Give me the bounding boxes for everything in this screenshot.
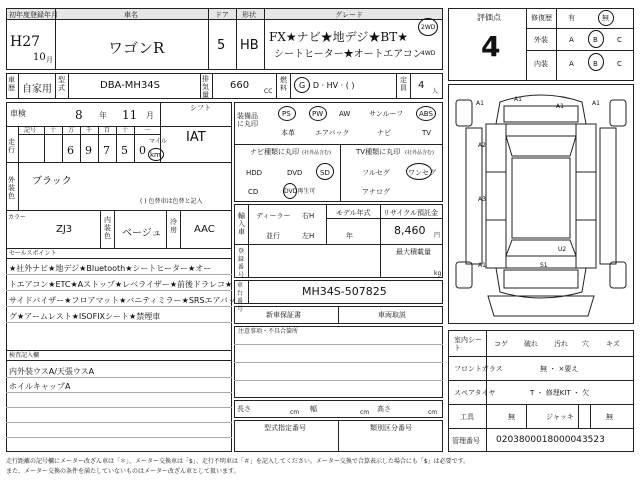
inspection-label: 車検: [10, 109, 26, 118]
mileage-digit-1: 6: [67, 144, 74, 157]
color-note: ( ) 色替車は色替と記入: [140, 198, 203, 205]
mileage-digit-4: 5: [121, 144, 128, 157]
seat-dirt: 汚れ: [554, 340, 568, 348]
glass-label: フロントガラス: [454, 365, 503, 373]
damage-a1-front-left: A1: [476, 100, 484, 107]
doors-value: 5: [217, 38, 226, 53]
sales-line-4: グ★アームレスト★ISOFIXシート★禁煙車: [9, 312, 161, 321]
length-cm: cm: [290, 409, 300, 416]
repair-yes: 有: [568, 14, 575, 22]
grade-line-2: シートヒーター★オートエアコン: [274, 49, 423, 60]
ac-value: AAC: [194, 224, 215, 235]
tire-front-right: [610, 100, 626, 126]
mileage-label: 走行: [8, 138, 15, 154]
mileage-digit-5: 0: [139, 144, 146, 157]
mgmt-label: 管理番号: [452, 437, 480, 445]
notes-label: 注意事項・不具合箇所: [238, 328, 299, 335]
navi-dvd-play: DVD再生可: [284, 188, 316, 195]
interior-color-value: ベージュ: [122, 228, 162, 239]
equip-navi: ナビ: [377, 129, 391, 137]
reg-month-unit: 月: [46, 56, 53, 64]
max-load-kg: kg: [434, 270, 442, 277]
interior-label: 内装: [534, 60, 548, 68]
exterior-c: C: [617, 36, 622, 44]
displacement-label: 排気量: [202, 75, 209, 99]
reg-year-value: H27: [10, 34, 41, 50]
manual-label: 車両取説: [378, 311, 406, 319]
tv-title: TV種類に丸印: [356, 148, 401, 156]
damage-a2: A2: [478, 142, 486, 149]
interior-a: A: [569, 60, 574, 68]
recycle-value: 8,460: [394, 224, 426, 237]
mileage-unit-3: 千: [86, 127, 93, 134]
car-diagram-svg: [448, 84, 634, 324]
shape-value: HB: [240, 38, 259, 53]
model-name-value: ワゴンR: [108, 39, 165, 57]
sales-line-1: ★社外ナビ★地デジ★Bluetooth★シートヒーター★オー: [9, 264, 212, 273]
reg-year-label: 初年度登録年月: [9, 11, 58, 19]
equip-abs: ABS: [419, 110, 433, 118]
width-cm: cm: [360, 409, 370, 416]
type-cert-label: 型式指定番号: [264, 424, 306, 432]
equip-pw: PW: [312, 110, 324, 118]
mileage-unit-6: 一: [144, 127, 151, 134]
mileage-unit-4: 百: [104, 127, 111, 134]
equip-leather: 本革: [281, 129, 295, 137]
car-right-side: [576, 124, 596, 268]
damage-a1-hood: A1: [556, 103, 564, 110]
score-value: 4: [481, 30, 501, 63]
grade-line-1: FX★ナビ★地デジ★BT★: [269, 30, 408, 44]
warranty-label: 新車保証書: [266, 311, 301, 319]
chassis-value: MH34S-507825: [302, 285, 387, 298]
seat-label: 室内シート: [454, 336, 482, 352]
jack-label: ジャッキ: [546, 413, 574, 421]
import-left: 左H: [302, 232, 315, 240]
cc-unit: CC: [264, 88, 273, 95]
car-roof: [512, 158, 570, 238]
model-name-label: 車名: [124, 11, 138, 19]
mileage-unit-2: 万: [68, 127, 75, 134]
plate-label: 登録番号: [238, 248, 245, 279]
tools-value: 無: [508, 413, 515, 421]
chassis-label: 車台番号: [237, 282, 244, 313]
equip-tv: TV: [422, 129, 432, 137]
km-label: km: [150, 151, 161, 159]
color-code-label: カラー: [8, 214, 27, 221]
tv-analog: アナログ: [362, 188, 390, 196]
inspection-month: 11: [122, 108, 138, 122]
mileage-unit-1: 十: [50, 127, 57, 134]
damage-a1-rear: A1: [478, 262, 486, 269]
drive-2wd: 2WD: [421, 24, 436, 31]
inspection-month-unit: 月: [146, 111, 154, 120]
reg-month-value: 10: [33, 52, 46, 63]
car-bottom-panel: [488, 296, 594, 316]
width-label: 幅: [310, 405, 317, 413]
color-value: ブラック: [32, 176, 72, 187]
inspector-line-2: ホイルキャップA: [9, 382, 71, 391]
import-label: 輸入車: [238, 212, 245, 236]
seat-hole: 穴: [582, 340, 589, 348]
sales-points-label: セールスポイント: [9, 250, 57, 257]
glass-value: 無 ・ ×要え: [540, 365, 579, 373]
equipment-title: 装備品に丸印: [237, 112, 258, 128]
length-label: 長さ: [237, 405, 251, 413]
mileage-unit-0: 記号: [24, 127, 37, 134]
car-trunk: [504, 270, 578, 288]
tools-label: 工具: [460, 413, 474, 421]
model-code-value: DBA-MH34S: [100, 80, 161, 91]
damage-u2: U2: [558, 246, 567, 253]
model-year-unit: 年: [346, 232, 353, 240]
navi-sd: SD: [320, 169, 330, 177]
exterior-b: B: [593, 36, 598, 44]
car-left-side: [486, 124, 506, 268]
tv-note: (社外品含む): [405, 150, 434, 156]
equip-aw: AW: [339, 110, 351, 118]
inspection-year: 8: [75, 108, 83, 122]
equip-ps: PS: [282, 110, 291, 118]
tire-rear-left: [456, 262, 472, 288]
ownership-label: 車歴: [8, 76, 15, 92]
tv-fullseg: フルセグ: [362, 169, 390, 177]
inspector-label: 検査記入欄: [9, 352, 40, 359]
model-year-label: モデル年式: [336, 209, 371, 217]
height-label: 高さ: [377, 405, 391, 413]
seat-tear: 破れ: [524, 340, 538, 348]
damage-a1-front-right: A1: [592, 100, 600, 107]
displacement-value: 660: [230, 80, 250, 91]
tv-oneseg: ワンセグ: [408, 169, 436, 177]
seat-scratch: キズ: [606, 340, 620, 348]
drive-4wd: 4WD: [421, 50, 436, 57]
spare-label: スペアタイヤ: [454, 389, 496, 397]
shift-value: IAT: [186, 130, 206, 145]
car-front-outline: [496, 95, 586, 124]
mileage-digit-3: 7: [103, 144, 110, 157]
score-label: 評価点: [477, 13, 501, 22]
door-label: ドア: [215, 11, 229, 19]
equip-airbag: エアバック: [315, 129, 350, 137]
ownership-value: 自家用: [22, 84, 52, 95]
shift-label: シフト: [190, 104, 211, 112]
spare-value: T ・ 修理KIT ・ 欠: [530, 389, 590, 397]
damage-s1: S1: [540, 262, 548, 269]
import-dealer: ディーラー: [256, 212, 291, 220]
navi-hdd: HDD: [246, 169, 263, 177]
inspection-year-unit: 年: [99, 111, 107, 120]
import-right: 右H: [302, 212, 315, 220]
sales-line-3: サイドバイザー★フロアマット★バニティミラー★SRSエアバッ: [9, 296, 236, 305]
seat-burn: コゲ: [494, 340, 508, 348]
mileage-digit-2: 9: [85, 144, 92, 157]
damage-a1-top: A1: [514, 96, 522, 103]
mile-label: マイル: [149, 138, 167, 145]
interior-c: C: [617, 60, 622, 68]
color-code-value: ZJ3: [56, 224, 73, 235]
row2-table: [6, 73, 443, 99]
capacity-label: 定員: [400, 76, 407, 92]
class-label: 類別区分番号: [370, 424, 412, 432]
capacity-value: 4: [418, 80, 425, 91]
fuel-options: G · D · HV · ( ): [299, 81, 355, 90]
navi-title: ナビ種類に丸印: [250, 148, 299, 156]
exterior-label: 外装: [534, 36, 548, 44]
ac-label: 冷房: [170, 218, 177, 234]
person-unit: 人: [432, 88, 439, 95]
tire-front-left: [456, 100, 472, 126]
interior-color-label: 内装色: [104, 216, 111, 240]
fuel-label: 燃料: [280, 76, 287, 92]
max-load-label: 最大積載量: [396, 248, 431, 256]
height-cm: cm: [428, 409, 438, 416]
car-hood: [504, 106, 578, 122]
recycle-yen: 円: [434, 232, 441, 239]
interior-b: B: [593, 60, 598, 68]
damage-a3: A3: [478, 196, 486, 203]
model-code-label: 型式: [58, 76, 65, 92]
recycle-label: リサイクル預託金: [383, 209, 439, 217]
import-parallel: 並行: [266, 232, 280, 240]
tire-rear-right: [610, 262, 626, 288]
inspector-line-1: 内外装ウスA/天張ウスA: [9, 367, 95, 376]
left-main-table: [6, 102, 232, 452]
car-rear-outline: [496, 268, 586, 298]
grade-label: グレード: [335, 11, 363, 19]
shape-label: 形状: [242, 11, 256, 19]
mgmt-number: 0203800018000043523: [496, 435, 605, 445]
right-outer-panel: [600, 128, 616, 264]
exterior-a: A: [569, 36, 574, 44]
color-label: 外装色: [8, 176, 15, 200]
footer-line-1: 走行距離の記号欄にメーター改ざん車は「＊」、メーター交換車は「$」、走行不明車は「＃」を記入してください。メーター交換で合算表示した場合にも「$」は必要です。: [6, 458, 470, 465]
dimensions-row: [234, 400, 443, 418]
mileage-unit-5: 十: [122, 127, 129, 134]
navi-dvd: DVD: [287, 169, 303, 177]
equip-sunroof: サンルーフ: [369, 110, 404, 118]
car-windshield: [506, 136, 576, 156]
jack-value: 無: [606, 413, 613, 421]
footer-line-2: また、メーター交換の条件を満たしていないものはメーター改ざん車として扱います。: [6, 468, 240, 475]
navi-note: (社外品含む): [302, 150, 331, 156]
navi-cd: CD: [248, 188, 259, 196]
repair-no: 無: [602, 14, 609, 22]
repair-label: 修復歴: [531, 14, 552, 22]
sales-line-2: トエアコン★ETC★Aストップ★レベライザー★前後ドラレコ★: [9, 280, 233, 289]
